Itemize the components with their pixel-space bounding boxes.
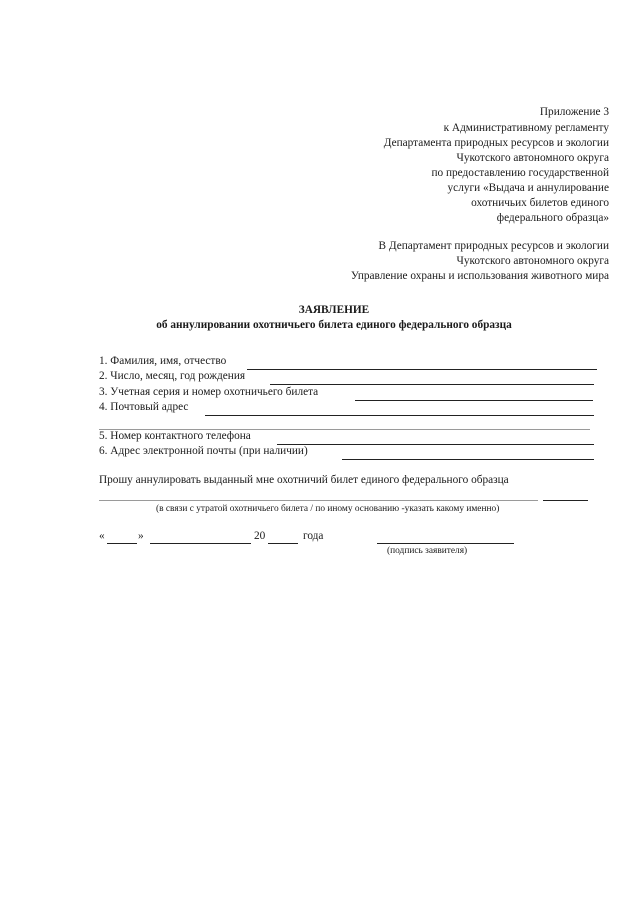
field-ticket-number-line[interactable] bbox=[355, 400, 593, 401]
field-email-label: 6. Адрес электронной почты (при наличии) bbox=[99, 445, 308, 457]
field-birth-date-label: 2. Число, месяц, год рождения bbox=[99, 370, 246, 382]
document-subtitle: об аннулировании охотничьего билета единого федерального образца bbox=[156, 319, 512, 331]
date-year-prefix: 20 bbox=[254, 530, 266, 542]
signature-hint: (подпись заявителя) bbox=[387, 546, 468, 556]
field-email-line[interactable] bbox=[342, 459, 594, 460]
date-open-quote: « bbox=[99, 530, 105, 542]
date-year-line[interactable] bbox=[268, 543, 298, 544]
field-phone-label: 5. Номер контактного телефона bbox=[99, 430, 251, 442]
field-postal-address-line[interactable] bbox=[205, 415, 594, 416]
field-postal-address-label: 4. Почтовый адрес bbox=[99, 401, 189, 413]
field-ticket-number-label: 3. Учетная серия и номер охотничьего билета bbox=[99, 386, 319, 398]
addressee-line: Чукотского автономного округа bbox=[456, 255, 609, 267]
appendix-line: федерального образца» bbox=[496, 212, 609, 224]
request-text: Прошу аннулировать выданный мне охотничий билет единого федерального образца bbox=[99, 474, 509, 486]
appendix-line: к Административному регламенту bbox=[443, 122, 609, 134]
request-reason-line-end[interactable] bbox=[543, 500, 588, 501]
appendix-line: услуги «Выдача и аннулирование bbox=[447, 182, 609, 194]
appendix-line: Чукотского автономного округа bbox=[456, 152, 609, 164]
field-full-name-line[interactable] bbox=[247, 369, 597, 370]
signature-line[interactable] bbox=[377, 543, 514, 544]
appendix-line: охотничьих билетов единого bbox=[471, 197, 609, 209]
addressee-line: В Департамент природных ресурсов и экологии bbox=[378, 240, 609, 252]
date-month-line[interactable] bbox=[150, 543, 251, 544]
appendix-line: Департамента природных ресурсов и экологии bbox=[383, 137, 609, 149]
appendix-line: по предоставлению государственной bbox=[431, 167, 609, 179]
field-phone-line[interactable] bbox=[277, 444, 594, 445]
appendix-line: Приложение 3 bbox=[539, 106, 609, 118]
field-full-name-label: 1. Фамилия, имя, отчество bbox=[99, 355, 227, 367]
addressee-line: Управление охраны и использования животного мира bbox=[350, 270, 609, 282]
request-reason-hint: (в связи с утратой охотничьего билета / по иному основанию -указать какому именно) bbox=[156, 504, 500, 514]
field-birth-date-line[interactable] bbox=[270, 384, 594, 385]
request-reason-line[interactable] bbox=[99, 500, 538, 501]
document-title: ЗАЯВЛЕНИЕ bbox=[298, 304, 370, 316]
date-day-line[interactable] bbox=[107, 543, 137, 544]
date-close-quote: » bbox=[138, 530, 144, 542]
date-year-suffix: года bbox=[303, 530, 324, 542]
